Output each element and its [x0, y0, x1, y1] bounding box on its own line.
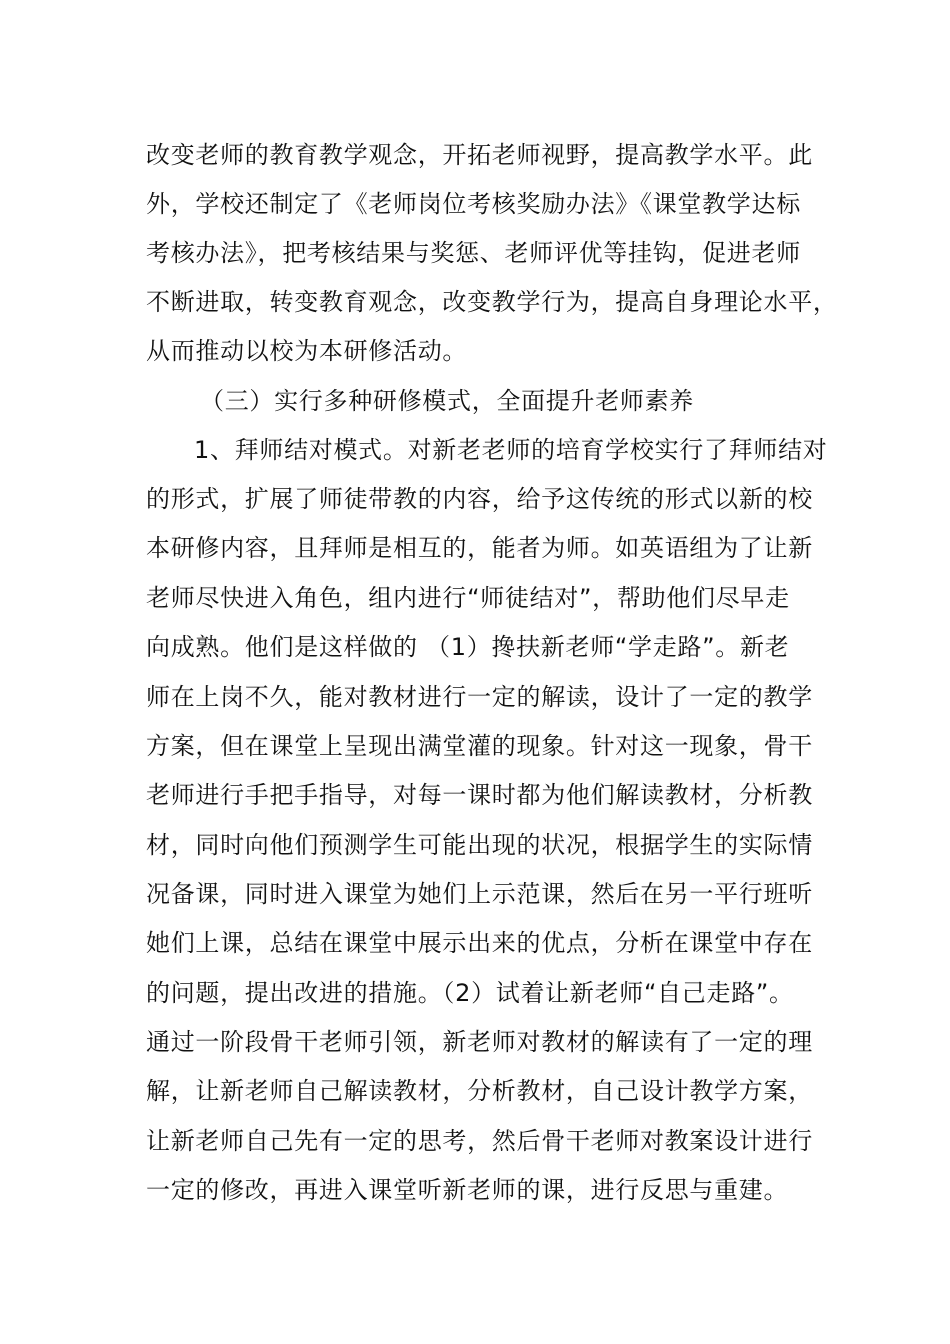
- text-line: 老师进行手把手指导，对每一课时都为他们解读教材，分析教: [146, 781, 813, 809]
- text-line: 的问题，提出改进的措施。（2）试着让新老师“自己走路”。: [146, 979, 794, 1007]
- text-line: 外，学校还制定了《老师岗位考核奖励办法》《课堂教学达标: [146, 190, 801, 218]
- text-line: 一定的修改，再进入课堂听新老师的课，进行反思与重建。: [146, 1176, 789, 1204]
- text-line: 考核办法》，把考核结果与奖惩、老师评优等挂钩，促进老师: [146, 239, 801, 267]
- text-line: 材，同时向他们预测学生可能出现的状况，根据学生的实际情: [146, 831, 813, 859]
- text-line: 向成熟。他们是这样做的 （1）搀扶新老师“学走路”。新老: [146, 633, 790, 661]
- text-line: 本研修内容，且拜师是相互的，能者为师。如英语组为了让新: [146, 534, 813, 562]
- text-line: 通过一阶段骨干老师引领，新老师对教材的解读有了一定的理: [146, 1028, 813, 1056]
- text-line: 从而推动以校为本研修活动。: [146, 337, 468, 365]
- text-line: 的形式，扩展了师徒带教的内容，给予这传统的形式以新的校: [146, 485, 813, 513]
- text-line: 不断进取，转变教育观念，改变教学行为，提高自身理论水平，: [146, 288, 838, 316]
- text-line: 方案，但在课堂上呈现出满堂灌的现象。针对这一现象，骨干: [146, 732, 813, 760]
- text-line: 老师尽快进入角色，组内进行“师徒结对”，帮助他们尽早走: [146, 584, 790, 612]
- text-line: 况备课，同时进入课堂为她们上示范课，然后在另一平行班听: [146, 880, 813, 908]
- text-line: 让新老师自己先有一定的思考，然后骨干老师对教案设计进行: [146, 1127, 813, 1155]
- text-line: 她们上课，总结在课堂中展示出来的优点，分析在课堂中存在: [146, 929, 813, 957]
- text-line: 改变老师的教育教学观念，开拓老师视野，提高教学水平。此: [146, 141, 813, 169]
- section-heading: （三）实行多种研修模式，全面提升老师素养: [200, 387, 694, 415]
- text-line: 解，让新老师自己解读教材，分析教材，自己设计教学方案，: [146, 1077, 813, 1105]
- text-line: 1、拜师结对模式。对新老老师的培育学校实行了拜师结对: [194, 436, 828, 464]
- text-line: 师在上岗不久，能对教材进行一定的解读，设计了一定的教学: [146, 683, 813, 711]
